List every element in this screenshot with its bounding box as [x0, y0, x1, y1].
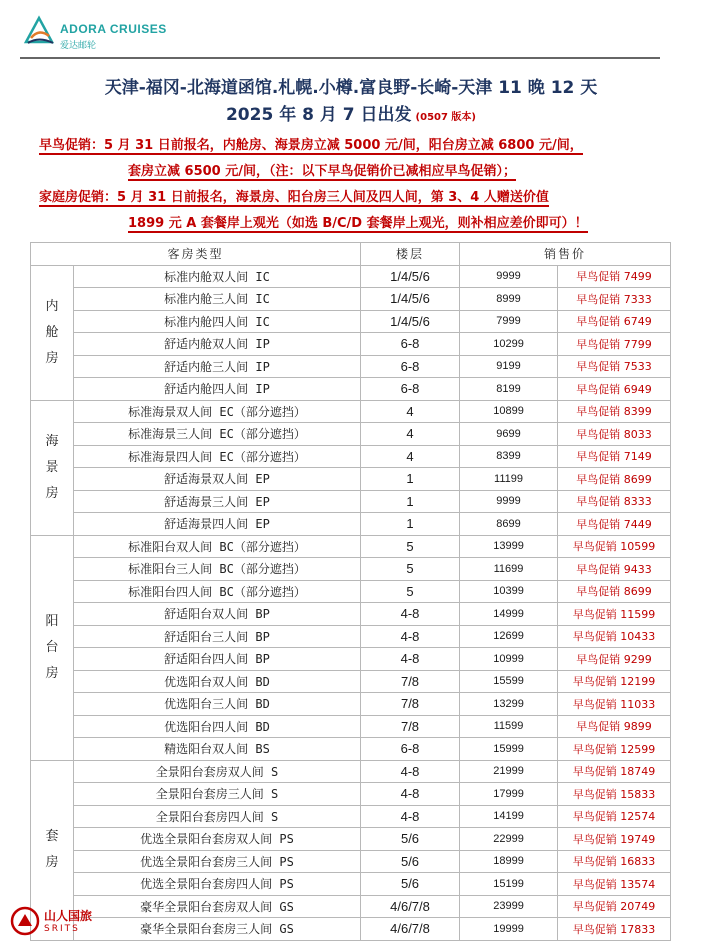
price-cell: 8399: [460, 445, 558, 468]
room-type-cell: 豪华全景阳台套房双人间 GS: [74, 895, 361, 918]
floor-cell: 1: [361, 468, 460, 491]
price-cell: 9999: [460, 490, 558, 513]
table-row: [31, 873, 671, 896]
table-row: [31, 265, 671, 288]
early-bird-price-cell: 早鸟促销 6949: [558, 378, 671, 401]
table-row: [31, 400, 671, 423]
price-table-body: [31, 265, 671, 940]
room-type-cell: 舒适海景四人间 EP: [74, 513, 361, 536]
family-label: 家庭房促销: [39, 190, 105, 205]
table-row: [31, 558, 671, 581]
room-type-cell: 标准海景三人间 EC（部分遮挡）: [74, 423, 361, 446]
floor-cell: 1: [361, 513, 460, 536]
table-row: [31, 468, 671, 491]
early-bird-price-cell: 早鸟促销 7533: [558, 355, 671, 378]
floor-cell: 5: [361, 580, 460, 603]
early-bird-price-cell: 早鸟促销 8699: [558, 580, 671, 603]
floor-cell: 5/6: [361, 873, 460, 896]
early-bird-price-cell: 早鸟促销 10433: [558, 625, 671, 648]
departure-date: 2025 年 8 月 7 日出发: [225, 105, 412, 125]
floor-cell: 6-8: [361, 378, 460, 401]
room-type-cell: 优选阳台双人间 BD: [74, 670, 361, 693]
room-type-cell: 舒适海景双人间 EP: [74, 468, 361, 491]
room-type-cell: 优选全景阳台套房四人间 PS: [74, 873, 361, 896]
room-type-cell: 舒适内舱三人间 IP: [74, 355, 361, 378]
early-bird-price-cell: 早鸟促销 11599: [558, 603, 671, 626]
brand-name-en: ADORA CRUISES: [60, 22, 167, 36]
room-type-cell: 优选阳台四人间 BD: [74, 715, 361, 738]
watermark-cn: 山人国旅: [44, 909, 93, 923]
price-cell: 8199: [460, 378, 558, 401]
floor-cell: 7/8: [361, 715, 460, 738]
room-type-cell: 豪华全景阳台套房三人间 GS: [74, 918, 361, 941]
early-bird-price-cell: 早鸟促销 8333: [558, 490, 671, 513]
room-category: 海景房: [31, 400, 74, 535]
early-bird-price-cell: 早鸟促销 6749: [558, 310, 671, 333]
table-row: [31, 310, 671, 333]
room-type-cell: 舒适阳台四人间 BP: [74, 648, 361, 671]
price-cell: 15199: [460, 873, 558, 896]
price-cell: 23999: [460, 895, 558, 918]
room-type-cell: 舒适阳台三人间 BP: [74, 625, 361, 648]
table-row: [31, 378, 671, 401]
table-row: [31, 850, 671, 873]
brand-name-cn: 爱达邮轮: [60, 41, 97, 51]
price-cell: 10899: [460, 400, 558, 423]
room-type-cell: 标准内舱双人间 IC: [74, 265, 361, 288]
table-row: [31, 670, 671, 693]
room-type-cell: 优选阳台三人间 BD: [74, 693, 361, 716]
price-cell: 11599: [460, 715, 558, 738]
floor-cell: 4: [361, 445, 460, 468]
table-row: [31, 625, 671, 648]
early-bird-price-cell: 早鸟促销 9899: [558, 715, 671, 738]
table-row: [31, 355, 671, 378]
price-table: [30, 242, 671, 941]
room-type-cell: 标准阳台双人间 BC（部分遮挡）: [74, 535, 361, 558]
floor-cell: 1/4/5/6: [361, 288, 460, 311]
floor-cell: 4-8: [361, 648, 460, 671]
early-bird-price-cell: 早鸟促销 12599: [558, 738, 671, 761]
room-type-cell: 舒适阳台双人间 BP: [74, 603, 361, 626]
header-divider: [20, 57, 660, 59]
floor-cell: 4-8: [361, 603, 460, 626]
table-row: [31, 535, 671, 558]
table-row: [31, 828, 671, 851]
price-cell: 18999: [460, 850, 558, 873]
table-row: [31, 715, 671, 738]
price-cell: 21999: [460, 760, 558, 783]
floor-cell: 6-8: [361, 738, 460, 761]
price-cell: 8699: [460, 513, 558, 536]
table-row: [31, 603, 671, 626]
price-cell: 10999: [460, 648, 558, 671]
table-row: [31, 693, 671, 716]
adora-logo: [22, 14, 222, 54]
version-label: (0507 版本): [415, 112, 477, 123]
early-bird-price-cell: 早鸟促销 8699: [558, 468, 671, 491]
early-bird-price-cell: 早鸟促销 19749: [558, 828, 671, 851]
early-bird-text-1: ：5 月 31 日前报名，内舱房、海景房立减 5000 元/间，阳台房立减 6800 元/间，: [91, 138, 583, 153]
room-type-cell: 标准海景四人间 EC（部分遮挡）: [74, 445, 361, 468]
price-cell: 13299: [460, 693, 558, 716]
early-bird-price-cell: 早鸟促销 13574: [558, 873, 671, 896]
price-cell: 9199: [460, 355, 558, 378]
early-bird-price-cell: 早鸟促销 7499: [558, 265, 671, 288]
floor-cell: 1: [361, 490, 460, 513]
floor-cell: 4: [361, 423, 460, 446]
price-cell: 9999: [460, 265, 558, 288]
floor-cell: 5/6: [361, 850, 460, 873]
early-bird-price-cell: 早鸟促销 16833: [558, 850, 671, 873]
floor-cell: 6-8: [361, 333, 460, 356]
early-bird-promo-line1: [39, 134, 583, 153]
srits-logo-icon: [10, 906, 40, 936]
table-row: [31, 490, 671, 513]
price-cell: 12699: [460, 625, 558, 648]
floor-cell: 7/8: [361, 693, 460, 716]
table-row: [31, 445, 671, 468]
floor-cell: 5: [361, 558, 460, 581]
table-row: [31, 513, 671, 536]
floor-cell: 4: [361, 400, 460, 423]
price-cell: 14999: [460, 603, 558, 626]
srits-watermark: [10, 904, 130, 940]
table-row: [31, 783, 671, 806]
early-bird-price-cell: 早鸟促销 20749: [558, 895, 671, 918]
room-category: 阳台房: [31, 535, 74, 760]
price-cell: 10399: [460, 580, 558, 603]
floor-cell: 1/4/5/6: [361, 310, 460, 333]
early-bird-price-cell: 早鸟促销 11033: [558, 693, 671, 716]
floor-cell: 6-8: [361, 355, 460, 378]
family-text-1: ：5 月 31 日前报名，海景房、阳台房三人间及四人间，第 3、4 人赠送价值: [104, 190, 549, 205]
early-bird-price-cell: 早鸟促销 17833: [558, 918, 671, 941]
room-type-cell: 舒适海景三人间 EP: [74, 490, 361, 513]
price-cell: 9699: [460, 423, 558, 446]
early-bird-price-cell: 早鸟促销 9299: [558, 648, 671, 671]
floor-cell: 4-8: [361, 805, 460, 828]
floor-cell: 4-8: [361, 783, 460, 806]
table-row: [31, 648, 671, 671]
header-floor: 楼层: [361, 243, 460, 266]
early-bird-price-cell: 早鸟促销 7333: [558, 288, 671, 311]
early-bird-price-cell: 早鸟促销 7799: [558, 333, 671, 356]
early-bird-price-cell: 早鸟促销 12199: [558, 670, 671, 693]
floor-cell: 5/6: [361, 828, 460, 851]
table-row: [31, 738, 671, 761]
early-bird-price-cell: 早鸟促销 18749: [558, 760, 671, 783]
room-type-cell: 优选全景阳台套房三人间 PS: [74, 850, 361, 873]
floor-cell: 4/6/7/8: [361, 895, 460, 918]
price-cell: 15599: [460, 670, 558, 693]
floor-cell: 4-8: [361, 625, 460, 648]
room-type-cell: 标准阳台三人间 BC（部分遮挡）: [74, 558, 361, 581]
room-category: 套房: [31, 760, 74, 940]
early-bird-price-cell: 早鸟促销 15833: [558, 783, 671, 806]
family-text-2: 1899 元 A 套餐岸上观光（如选 B/C/D 套餐岸上观光，则补相应差价即可）！: [128, 216, 588, 231]
price-cell: 13999: [460, 535, 558, 558]
early-bird-label: 早鸟促销: [39, 138, 92, 153]
early-bird-promo-line2: [128, 160, 516, 179]
room-type-cell: 优选全景阳台套房双人间 PS: [74, 828, 361, 851]
price-cell: 7999: [460, 310, 558, 333]
price-cell: 11699: [460, 558, 558, 581]
room-type-cell: 标准内舱三人间 IC: [74, 288, 361, 311]
room-type-cell: 标准阳台四人间 BC（部分遮挡）: [74, 580, 361, 603]
itinerary-title: 天津-福冈-北海道函馆.札幌.小樽.富良野-长崎-天津 11 晚 12 天: [104, 78, 598, 98]
early-bird-text-2: 套房立减 6500 元/间，（注：以下早鸟促销价已减相应早鸟促销）；: [128, 164, 516, 179]
floor-cell: 7/8: [361, 670, 460, 693]
room-type-cell: 全景阳台套房四人间 S: [74, 805, 361, 828]
price-cell: 22999: [460, 828, 558, 851]
table-row: [31, 423, 671, 446]
room-category: 内舱房: [31, 265, 74, 400]
watermark-en: SRITS: [44, 924, 80, 934]
floor-cell: 4/6/7/8: [361, 918, 460, 941]
room-type-cell: 精选阳台双人间 BS: [74, 738, 361, 761]
price-cell: 11199: [460, 468, 558, 491]
floor-cell: 4-8: [361, 760, 460, 783]
room-type-cell: 标准海景双人间 EC（部分遮挡）: [74, 400, 361, 423]
price-cell: 17999: [460, 783, 558, 806]
table-row: [31, 288, 671, 311]
room-type-cell: 舒适内舱双人间 IP: [74, 333, 361, 356]
room-type-cell: 全景阳台套房双人间 S: [74, 760, 361, 783]
table-row: [31, 760, 671, 783]
room-type-cell: 舒适内舱四人间 IP: [74, 378, 361, 401]
early-bird-price-cell: 早鸟促销 7449: [558, 513, 671, 536]
early-bird-price-cell: 早鸟促销 9433: [558, 558, 671, 581]
table-row: [31, 805, 671, 828]
table-row: [31, 333, 671, 356]
floor-cell: 1/4/5/6: [361, 265, 460, 288]
early-bird-price-cell: 早鸟促销 7149: [558, 445, 671, 468]
price-cell: 8999: [460, 288, 558, 311]
table-row: [31, 580, 671, 603]
price-cell: 15999: [460, 738, 558, 761]
price-cell: 10299: [460, 333, 558, 356]
cruise-logo-icon: [22, 14, 56, 48]
price-cell: 19999: [460, 918, 558, 941]
departure-title: [0, 100, 702, 125]
price-cell: 14199: [460, 805, 558, 828]
floor-cell: 5: [361, 535, 460, 558]
family-promo-line1: [39, 186, 549, 205]
room-type-cell: 标准内舱四人间 IC: [74, 310, 361, 333]
room-type-cell: 全景阳台套房三人间 S: [74, 783, 361, 806]
family-promo-line2: [128, 212, 588, 231]
table-header-row: [31, 243, 671, 266]
early-bird-price-cell: 早鸟促销 8399: [558, 400, 671, 423]
header-room-type: 客房类型: [31, 243, 361, 266]
early-bird-price-cell: 早鸟促销 12574: [558, 805, 671, 828]
early-bird-price-cell: 早鸟促销 10599: [558, 535, 671, 558]
early-bird-price-cell: 早鸟促销 8033: [558, 423, 671, 446]
header-price: 销售价: [460, 243, 671, 266]
